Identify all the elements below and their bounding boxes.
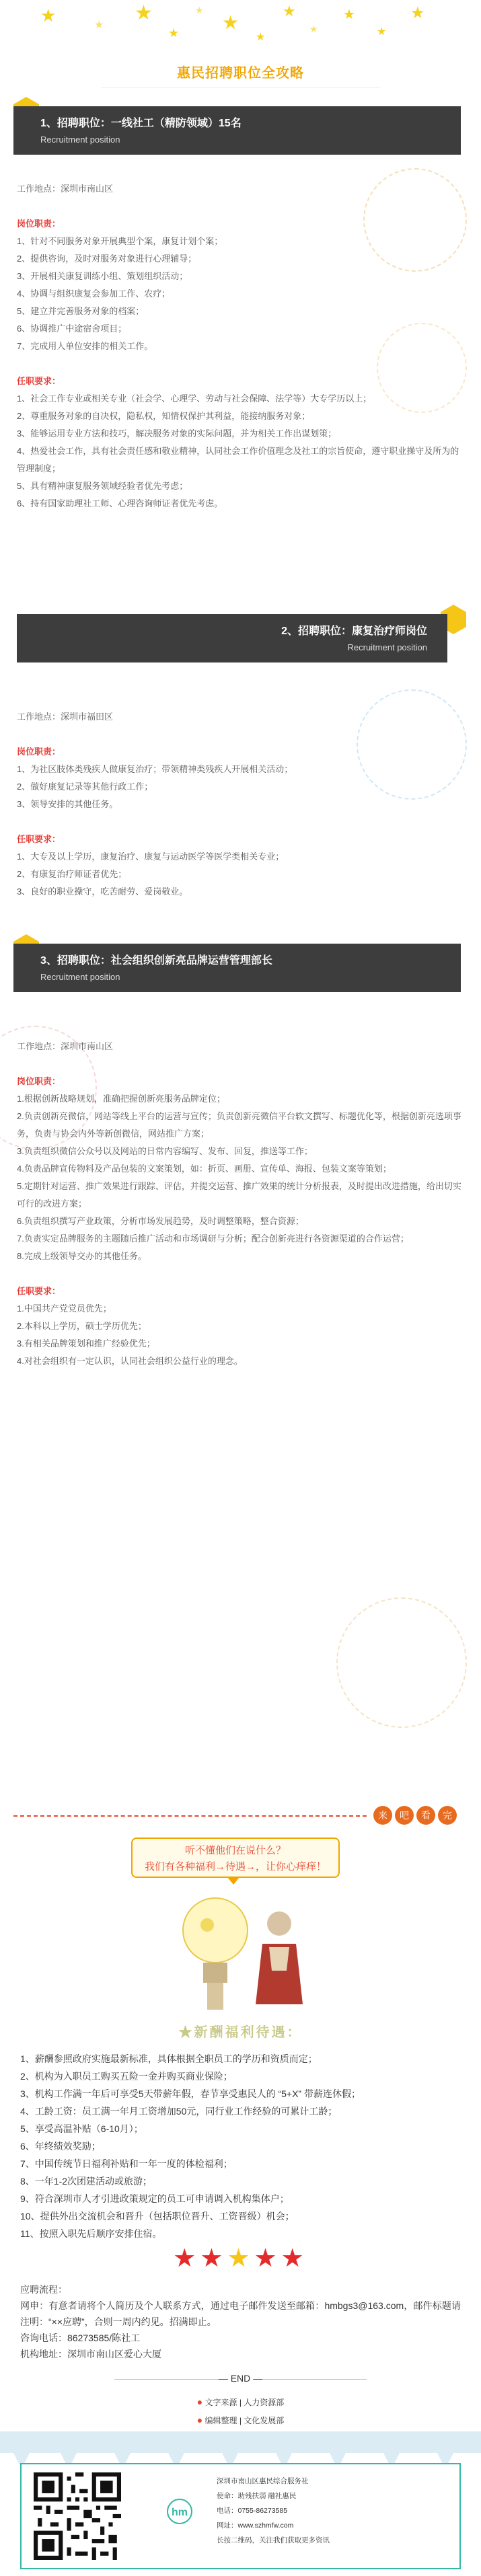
lightbulb-icon bbox=[183, 1898, 248, 2010]
benefits-banner bbox=[0, 1806, 481, 1826]
duties-heading: 岗位职责： bbox=[17, 1076, 61, 1086]
duty-item: 6、协调推广中途宿舍项目； bbox=[17, 324, 127, 334]
duties-heading: 岗位职责： bbox=[17, 219, 61, 229]
badge: 来 bbox=[373, 1806, 392, 1825]
star-icon: ★ bbox=[173, 2244, 200, 2273]
duty-item: 7、完成用人单位安排的相关工作。 bbox=[17, 341, 153, 351]
org-website[interactable]: 网址：www.szhmfw.com bbox=[217, 2522, 294, 2530]
job-subtitle: Recruitment position bbox=[347, 642, 427, 652]
benefit-item: 8、一年1-2次团建活动或旅游； bbox=[20, 2176, 153, 2187]
duty-item: 2、做好康复记录等其他行政工作； bbox=[17, 782, 153, 792]
star-icon: ★ bbox=[94, 20, 104, 31]
divider bbox=[101, 87, 380, 88]
benefits-title: ★新酬福利待遇： bbox=[178, 2025, 303, 2040]
star-icon: ★ bbox=[256, 32, 266, 43]
job-location: 工作地点：深圳市南山区 bbox=[17, 1041, 114, 1051]
bubble-line: 我们有各种福利→待遇→，让你心痒痒！ bbox=[144, 1861, 326, 1872]
star-icon: ★ bbox=[343, 7, 355, 22]
org-note: 长按二维码，关注我们获取更多资讯 bbox=[217, 2536, 330, 2544]
requirement-item: 3.有相关品牌策划和推广经验优先； bbox=[17, 1338, 155, 1349]
bubble-line: 听不懂他们在说什么？ bbox=[184, 1845, 286, 1856]
badge-group bbox=[373, 1806, 459, 1825]
requirement-item: 3、能够运用专业方法和技巧，解决服务对象的实际问题，并为相关工作出谋划策； bbox=[17, 428, 337, 439]
logo-icon bbox=[156, 2498, 203, 2525]
job-location: 工作地点：深圳市福田区 bbox=[17, 712, 114, 722]
duty-item: 1、为社区肢体类残疾人做康复治疗；带领精神类残疾人开展相关活动； bbox=[17, 764, 293, 774]
duty-item: 1.根据创新战略规划，准确把握创新亮服务品牌定位； bbox=[17, 1094, 225, 1104]
page-title: 惠民招聘职位全攻略 bbox=[177, 66, 304, 81]
requirement-item: 4、热爱社会工作，具有社会责任感和敬业精神，认同社会工作价值理念及社工的宗旨使命，遵守职业操守及所为的管理制度； bbox=[17, 446, 459, 473]
benefit-item: 7、中国传统节日福利补贴和一年一度的体检福利； bbox=[20, 2158, 233, 2169]
job-title-bar bbox=[13, 106, 461, 155]
header bbox=[0, 0, 481, 101]
requirement-item: 6、持有国家助理社工师、心理咨询师证者优先考虑。 bbox=[17, 498, 223, 508]
logo-text: hm bbox=[172, 2507, 188, 2518]
star-icon: ★ bbox=[254, 2244, 281, 2273]
duty-item: 1、针对不同服务对象开展典型个案，康复计划个案； bbox=[17, 236, 223, 246]
org-slogan: 使命：助残扶弱 融社惠民 bbox=[217, 2492, 297, 2500]
benefit-item: 1、薪酬参照政府实施最新标准，具体根据全职员工的学历和资质而定； bbox=[20, 2053, 318, 2064]
job-title: 3、招聘职位：社会组织创新亮品牌运营管理部长 bbox=[40, 955, 272, 967]
job-title: 1、招聘职位：一线社工（精防领域）15名 bbox=[40, 118, 242, 129]
star-icon: ★ bbox=[200, 2244, 227, 2273]
duty-item: 3.负责组织微信公众号以及网站的日常内容编写、发布、回复，推送等工作； bbox=[17, 1146, 313, 1156]
apply-text: 网申：有意者请将个人简历及个人联系方式，通过电子邮件发送至邮箱：hmbgs3@163.com，邮件标题请注明：“××应聘”，合则一周内约见。招满即止。 bbox=[20, 2300, 461, 2327]
benefit-item: 2、机构为入职员工购买五险一金并购买商业保险； bbox=[20, 2071, 233, 2082]
apply-heading: 应聘流程： bbox=[20, 2284, 67, 2295]
star-icon: ★ bbox=[40, 5, 57, 26]
requirement-item: 4.对社会组织有一定认识，认同社会组织公益行业的理念。 bbox=[17, 1356, 243, 1366]
duty-item: 3、领导安排的其他任务。 bbox=[17, 799, 118, 809]
apply-section bbox=[20, 2281, 461, 2362]
job-subtitle: Recruitment position bbox=[40, 972, 120, 982]
person-icon bbox=[256, 1911, 303, 2004]
star-icon: ★ bbox=[195, 5, 204, 15]
org-name: 深圳市南山区惠民综合服务社 bbox=[217, 2477, 309, 2485]
benefit-item: 10、提供外出交流机会和晋升（包括职位晋升、工资晋级）机会； bbox=[20, 2211, 295, 2222]
credits: ● 文字来源 | 人力资源部 ● 编辑整理 | 文化发展部 bbox=[196, 2396, 285, 2425]
footer-card bbox=[20, 2463, 461, 2569]
requirement-item: 2.本科以上学历，硕士学历优先； bbox=[17, 1321, 147, 1331]
benefit-item: 3、机构工作满一年后可享受5天带薪年假，春节享受惠民人的 “5+X” 带薪连休假； bbox=[20, 2088, 361, 2099]
duty-item: 3、开展相关康复训练小组、策划组织活动； bbox=[17, 271, 188, 281]
requirement-item: 3、良好的职业操守，吃苦耐劳、爱岗敬业。 bbox=[17, 886, 188, 897]
duties-heading: 岗位职责： bbox=[17, 747, 61, 757]
duty-item: 8.完成上级领导交办的其他任务。 bbox=[17, 1251, 147, 1261]
star-icon: ★ bbox=[410, 4, 425, 22]
badge: 完 bbox=[438, 1806, 457, 1825]
job-section-1 bbox=[0, 101, 481, 585]
benefit-item: 4、工龄工资：员工满一年月工资增加50元，同行业工作经验的可累计工龄； bbox=[20, 2106, 338, 2117]
job-body bbox=[17, 1038, 464, 1370]
apply-phone: 咨询电话：86273585/陈社工 bbox=[20, 2333, 141, 2343]
star-icon: ★ bbox=[377, 26, 387, 38]
end-marker: — END — bbox=[218, 2373, 263, 2384]
star-icon: ★ bbox=[168, 26, 180, 40]
job-location: 工作地点：深圳市南山区 bbox=[17, 184, 114, 194]
benefit-item: 9、符合深圳市人才引进政策规定的员工可申请调入机构集体户； bbox=[20, 2193, 289, 2204]
star-icon: ★ bbox=[227, 2244, 254, 2273]
duty-item: 2、提供咨询，及时对服务对象进行心理辅导； bbox=[17, 254, 197, 264]
job-body bbox=[17, 180, 464, 513]
requirement-item: 1.中国共产党党员优先； bbox=[17, 1303, 112, 1314]
requirement-item: 2、有康复治疗师证者优先； bbox=[17, 869, 127, 879]
job-title: 2、招聘职位：康复治疗师岗位 bbox=[281, 626, 427, 637]
badge: 看 bbox=[416, 1806, 435, 1825]
credit-editor: 编辑整理 | 文化发展部 bbox=[205, 2416, 285, 2425]
duty-item: 5、建立并完善服务对象的档案； bbox=[17, 306, 145, 316]
qr-code-icon[interactable] bbox=[34, 2472, 121, 2560]
star-rating bbox=[0, 2243, 481, 2273]
org-phone: 电话：0755-86273585 bbox=[217, 2507, 288, 2515]
icicle-decoration bbox=[0, 2431, 481, 2453]
duty-item: 6.负责组织撰写产业政策，分析市场发展趋势，及时调整策略，整合资源； bbox=[17, 1216, 304, 1226]
requirement-item: 2、尊重服务对象的自决权，隐私权，知情权保护其利益，能接纳服务对象； bbox=[17, 411, 311, 421]
divider bbox=[13, 1815, 367, 1817]
job-section-3 bbox=[0, 938, 481, 1786]
job-title-bar bbox=[17, 614, 447, 662]
duty-item: 4.负责品牌宣传物料及产品包装的文案策划，如：折页、画册、宣传单、海报、包装文案等策划； bbox=[17, 1164, 392, 1174]
job-subtitle: Recruitment position bbox=[40, 135, 120, 145]
credit-source: 文字来源 | 人力资源部 bbox=[205, 2398, 285, 2407]
decorative-circle bbox=[336, 1597, 467, 1728]
lightbulb-illustration bbox=[168, 1883, 323, 2018]
star-icon: ★ bbox=[283, 3, 296, 20]
job-title-bar bbox=[13, 944, 461, 992]
star-icon: ★ bbox=[281, 2244, 308, 2273]
duty-item: 5.定期针对运营、推广效果进行跟踪、评估，并提交运营、推广效果的统计分析报表，及时提出改进措施，给出切实可行的改进方案； bbox=[17, 1181, 461, 1209]
job-body bbox=[17, 708, 464, 901]
requirement-item: 5、具有精神康复服务领域经验者优先考虑； bbox=[17, 481, 188, 491]
star-icon: ★ bbox=[135, 2, 153, 24]
org-logo bbox=[156, 2498, 203, 2525]
requirement-item: 1、社会工作专业或相关专业（社会学、心理学、劳动与社会保障、法学等）大专学历以上； bbox=[17, 393, 372, 404]
benefit-item: 5、享受高温补贴（6-10月）； bbox=[20, 2123, 143, 2134]
duty-item: 2.负责创新亮微信、网站等线上平台的运营与宣传；负责创新亮微信平台软文撰写、标题优化等，根据创新亮选项事务，负责与协会内外等新创微信，网站推广方案； bbox=[17, 1111, 461, 1139]
duty-item: 4、协调与组织康复会参加工作、农疗； bbox=[17, 289, 171, 299]
duty-item: 7.负责实定品牌服务的主题随后推广活动和市场调研与分析；配合创新亮进行各资源渠道的合作运营； bbox=[17, 1234, 409, 1244]
requirements-heading: 任职要求： bbox=[17, 376, 61, 386]
apply-address: 机构地址：深圳市南山区爱心大厦 bbox=[20, 2349, 161, 2359]
benefit-item: 6、年终绩效奖励； bbox=[20, 2141, 101, 2152]
requirements-heading: 任职要求： bbox=[17, 834, 61, 844]
footer-info bbox=[217, 2474, 445, 2548]
requirements-heading: 任职要求： bbox=[17, 1286, 61, 1296]
speech-bubble bbox=[131, 1838, 340, 1878]
requirement-item: 1、大专及以上学历，康复治疗、康复与运动医学等医学类相关专业； bbox=[17, 851, 285, 862]
badge: 吧 bbox=[395, 1806, 414, 1825]
job-section-2 bbox=[0, 609, 481, 925]
benefit-item: 11、按照入职先后顺序安排住宿。 bbox=[20, 2228, 162, 2239]
benefits-list bbox=[20, 2050, 464, 2242]
end-label: END bbox=[230, 2373, 251, 2384]
star-icon: ★ bbox=[222, 12, 239, 33]
star-icon: ★ bbox=[309, 24, 318, 34]
